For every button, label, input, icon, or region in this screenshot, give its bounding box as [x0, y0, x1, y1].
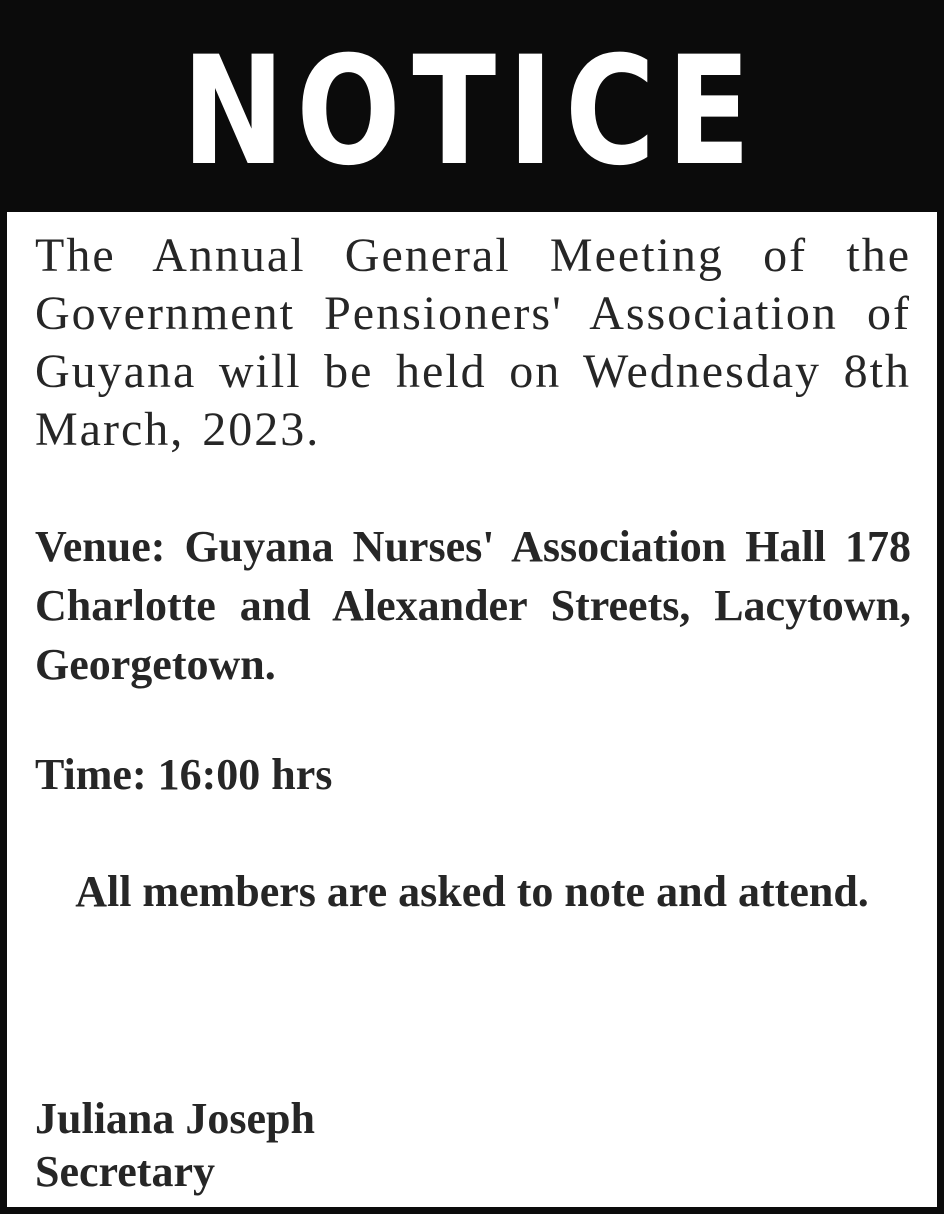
meeting-time: Time: 16:00 hrs — [35, 750, 333, 799]
notice-title: NOTICE — [181, 25, 763, 199]
notice-header-banner — [7, 7, 937, 212]
signatory-role: Secretary — [35, 1147, 215, 1196]
closing-request: All members are asked to note and attend. — [75, 867, 869, 916]
venue-details: Venue: Guyana Nurses' Association Hall 178 Charlotte and Alexander Streets, Lacytown, Georgetown. — [35, 522, 911, 689]
meeting-announcement: The Annual General Meeting of the Government Pensioners' Association of Guyana will be held on Wednesday 8th March, 2023. — [35, 229, 911, 456]
signatory-name: Juliana Joseph — [35, 1094, 315, 1143]
